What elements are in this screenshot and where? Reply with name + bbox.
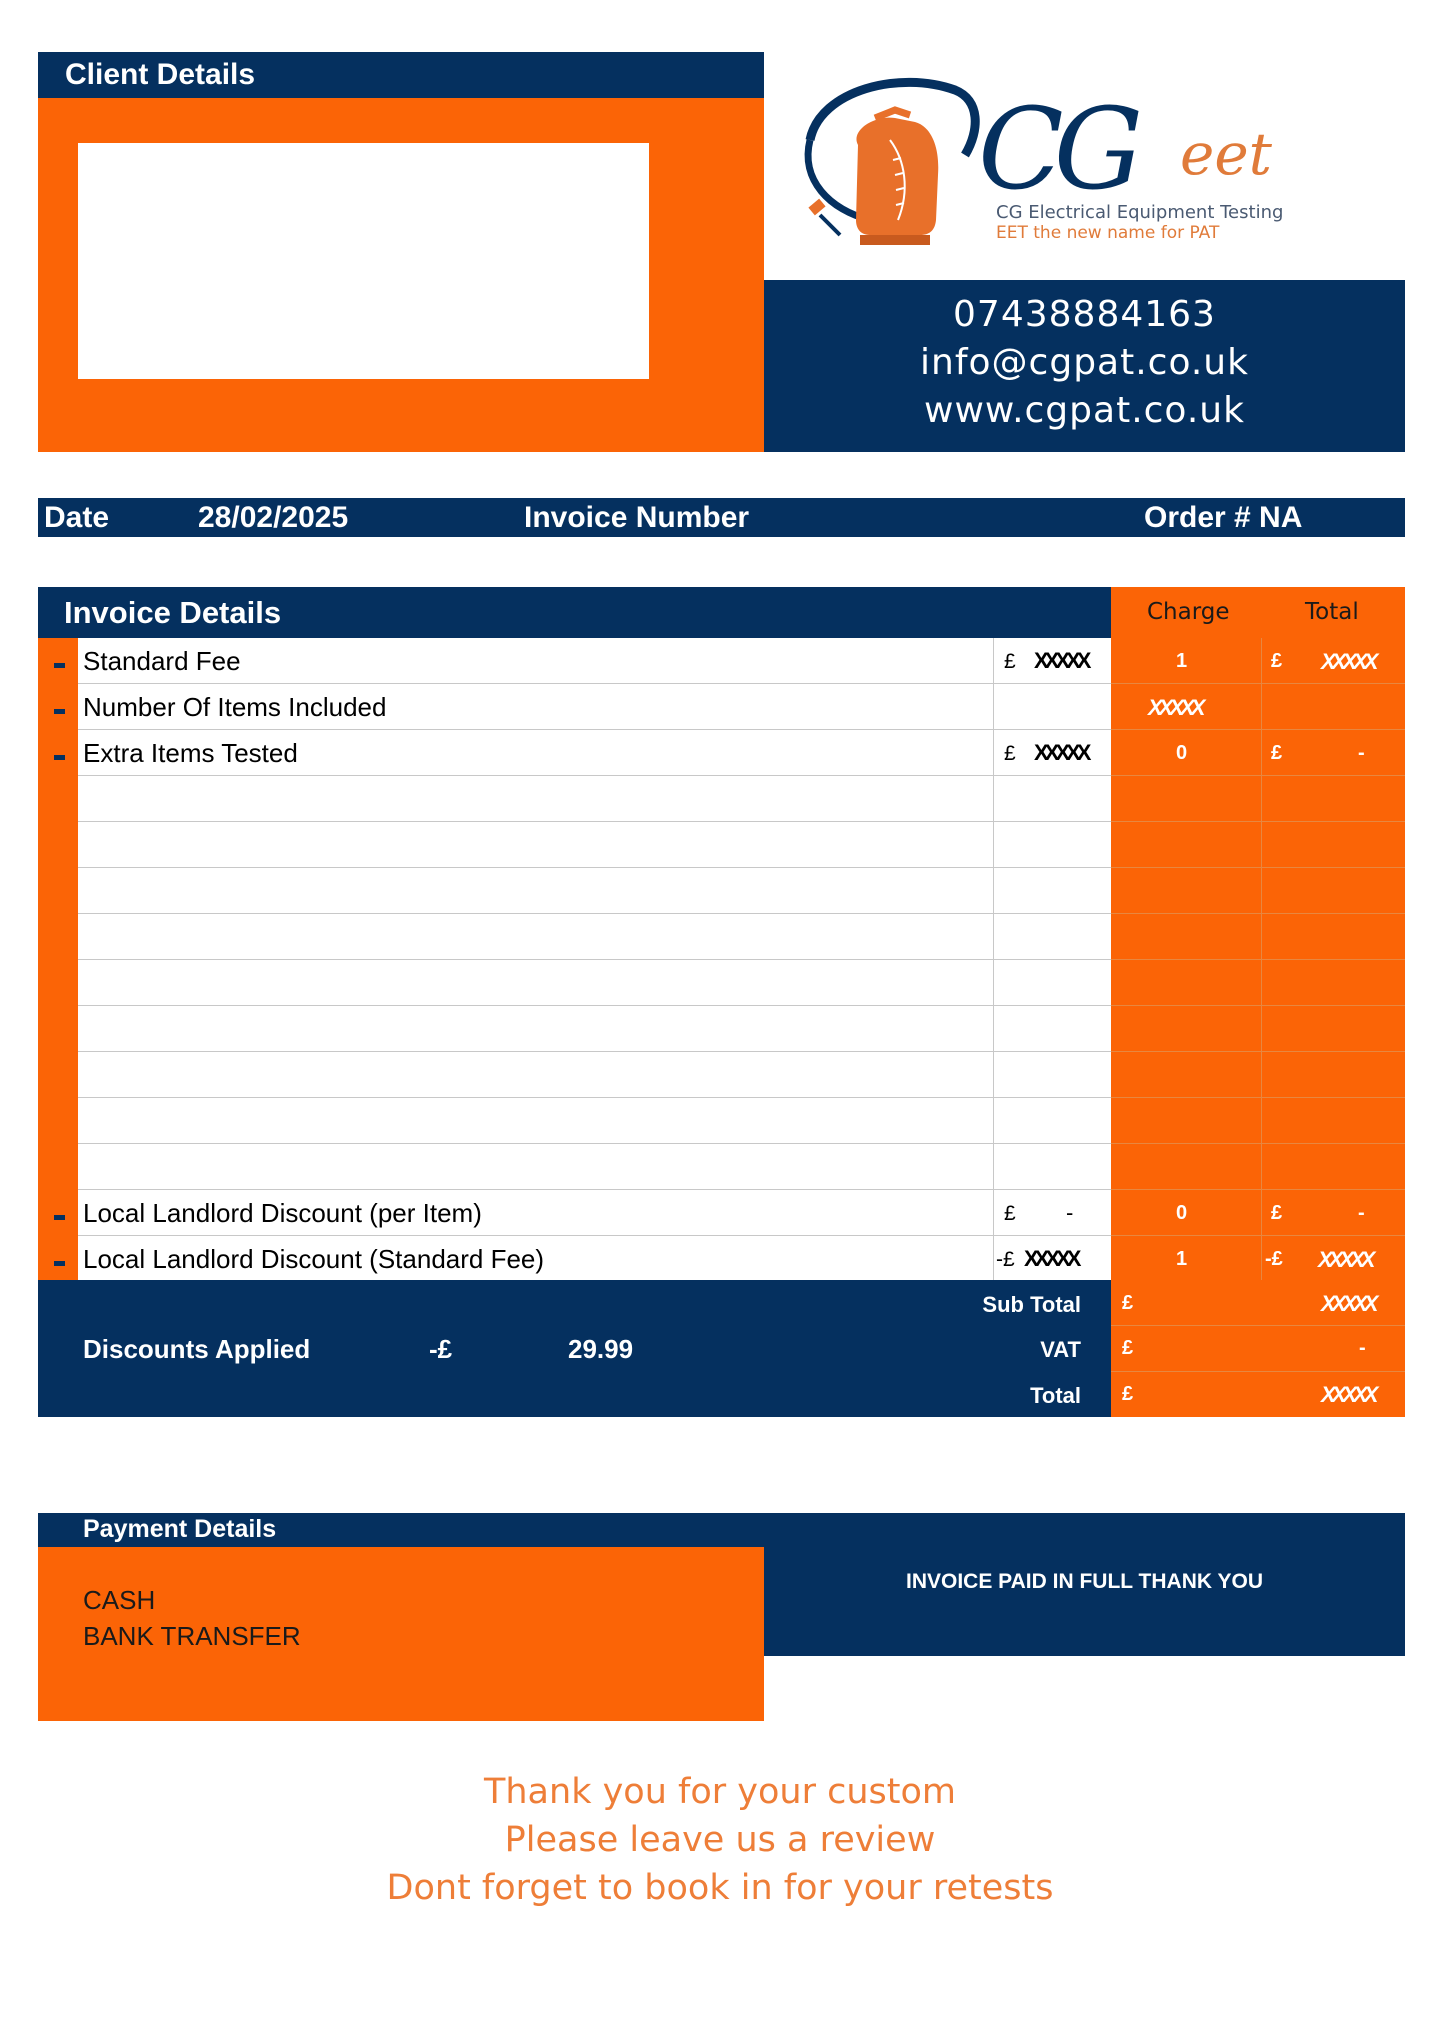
currency-symbol: £ [1122,1383,1134,1405]
payment-method-bank-transfer: BANK TRANSFER [83,1621,301,1651]
date-label: Date [44,501,110,534]
unit-price-cell [993,868,1111,913]
contact-website[interactable]: www.cgpat.co.uk [924,390,1245,431]
row-divider [1111,1051,1405,1052]
invoice-number-label: Invoice Number [524,501,750,534]
redacted-total: XXXXX [1321,1382,1375,1407]
redacted-price: XXXXX [1034,740,1088,765]
unit-price-cell [993,1144,1111,1189]
currency-symbol: £ [1122,1292,1134,1314]
logo-wordmark-eet: eet [1180,120,1272,188]
contact-panel [764,280,1405,452]
line-item-description: Local Landlord Discount (per Item) [83,1198,482,1228]
subtotal-label: Sub Total [982,1292,1081,1317]
line-item-description: Local Landlord Discount (Standard Fee) [83,1244,545,1274]
invoice-details-header [38,587,1111,638]
row-marker-strip [38,638,78,1280]
row-divider [1111,1235,1405,1236]
line-item-discount-standard-fee [78,1236,1111,1282]
empty-row [78,914,1111,960]
currency-symbol: -£ [1265,1248,1283,1270]
redacted-price: XXXXX [1024,1246,1078,1271]
totals-panel [38,1280,1111,1417]
thanks-message: Thank you for your custom [484,1772,956,1812]
unit-price-cell [993,1006,1111,1051]
unit-price-cell [993,960,1111,1005]
currency-symbol: £ [1271,742,1283,764]
client-details-title: Client Details [65,58,256,91]
logo-wordmark-cg: CG [978,85,1134,215]
charge-qty: 1 [1176,1248,1188,1270]
charge-total-column [1111,587,1405,1280]
line-item-items-included [78,684,1111,730]
unit-price-cell [993,638,1111,683]
unit-price-cell [993,684,1111,729]
redacted-total: XXXXX [1321,649,1375,674]
client-address-box [78,143,649,379]
row-divider [1111,913,1405,914]
line-item-extra-items [78,730,1111,776]
row-marker [54,755,65,760]
payment-details-title: Payment Details [83,1515,277,1543]
invoice-meta-bar [38,498,1405,537]
currency-symbol: £ [1122,1337,1134,1359]
payment-method-cash: CASH [83,1585,156,1615]
currency-symbol: £ [1271,1202,1283,1224]
empty-row [78,1052,1111,1098]
empty-row [78,960,1111,1006]
row-divider [1111,1371,1405,1372]
row-divider [1111,775,1405,776]
redacted-charge: XXXXX [1148,695,1202,720]
line-item-standard-fee [78,638,1111,684]
row-marker [54,709,65,714]
redacted-total: XXXXX [1318,1247,1372,1272]
unit-price-cell [993,1098,1111,1143]
logo-tagline-pat: EET the new name for PAT [996,223,1220,243]
charge-qty: 1 [1176,650,1188,672]
currency-symbol: £ [1004,650,1016,673]
row-divider [1111,729,1405,730]
unit-price-cell [993,822,1111,867]
row-divider [1111,1325,1405,1326]
row-marker [54,1215,65,1220]
row-divider [1111,1005,1405,1006]
currency-symbol: £ [1271,650,1283,672]
unit-price-cell [993,730,1111,775]
currency-symbol: -£ [996,1248,1015,1271]
line-total: - [1358,742,1365,764]
payment-details-header [38,1513,764,1547]
date-value: 28/02/2025 [198,501,349,534]
discounts-label: Discounts Applied [83,1334,311,1364]
payment-status-panel [764,1513,1405,1656]
line-item-description: Extra Items Tested [83,738,298,768]
unit-price: - [1066,1200,1074,1225]
line-item-discount-per-item [78,1190,1111,1236]
totals-values [1111,1280,1405,1417]
unit-price-cell [993,1190,1111,1235]
empty-row [78,1098,1111,1144]
row-divider [1111,867,1405,868]
contact-email[interactable]: info@cgpat.co.uk [920,342,1249,383]
redacted-subtotal: XXXXX [1321,1291,1375,1316]
payment-methods-panel [38,1547,764,1721]
row-divider [1111,1143,1405,1144]
discounts-currency: -£ [429,1334,453,1364]
redacted-price: XXXXX [1034,648,1088,673]
retest-reminder: Dont forget to book in for your retests [386,1868,1054,1908]
empty-row [78,868,1111,914]
charge-qty: 0 [1176,1202,1188,1224]
logo-tagline-company: CG Electrical Equipment Testing [996,202,1284,223]
invoice-details-title: Invoice Details [64,595,282,630]
vat-label: VAT [1040,1337,1081,1362]
line-item-description: Standard Fee [83,646,241,676]
line-item-description: Number Of Items Included [83,692,387,722]
total-label: Total [1030,1383,1081,1408]
order-number: Order # NA [1144,501,1303,534]
unit-price-cell [993,1236,1111,1281]
discounts-value: 29.99 [568,1334,634,1364]
unit-price-cell [993,776,1111,821]
row-divider [1111,1097,1405,1098]
client-details-header [38,52,764,98]
row-divider [1111,959,1405,960]
row-divider [1111,821,1405,822]
review-message: Please leave us a review [504,1820,936,1860]
empty-row [78,822,1111,868]
row-divider [1111,1189,1405,1190]
unit-price-cell [993,914,1111,959]
vat-value: - [1359,1337,1366,1359]
contact-phone[interactable]: 07438884163 [953,294,1216,335]
row-divider [1111,683,1405,684]
kettle-icon [808,110,938,245]
row-marker [54,663,65,668]
empty-row [78,776,1111,822]
charge-header: Charge [1147,599,1230,625]
charge-qty: 0 [1176,742,1188,764]
currency-symbol: £ [1004,1202,1016,1225]
empty-row [78,1144,1111,1190]
line-total: - [1358,1202,1365,1224]
payment-status: INVOICE PAID IN FULL THANK YOU [905,1570,1264,1593]
empty-row [78,1006,1111,1052]
currency-symbol: £ [1004,742,1016,765]
row-marker [54,1261,65,1266]
total-header: Total [1305,599,1359,625]
unit-price-cell [993,1052,1111,1097]
